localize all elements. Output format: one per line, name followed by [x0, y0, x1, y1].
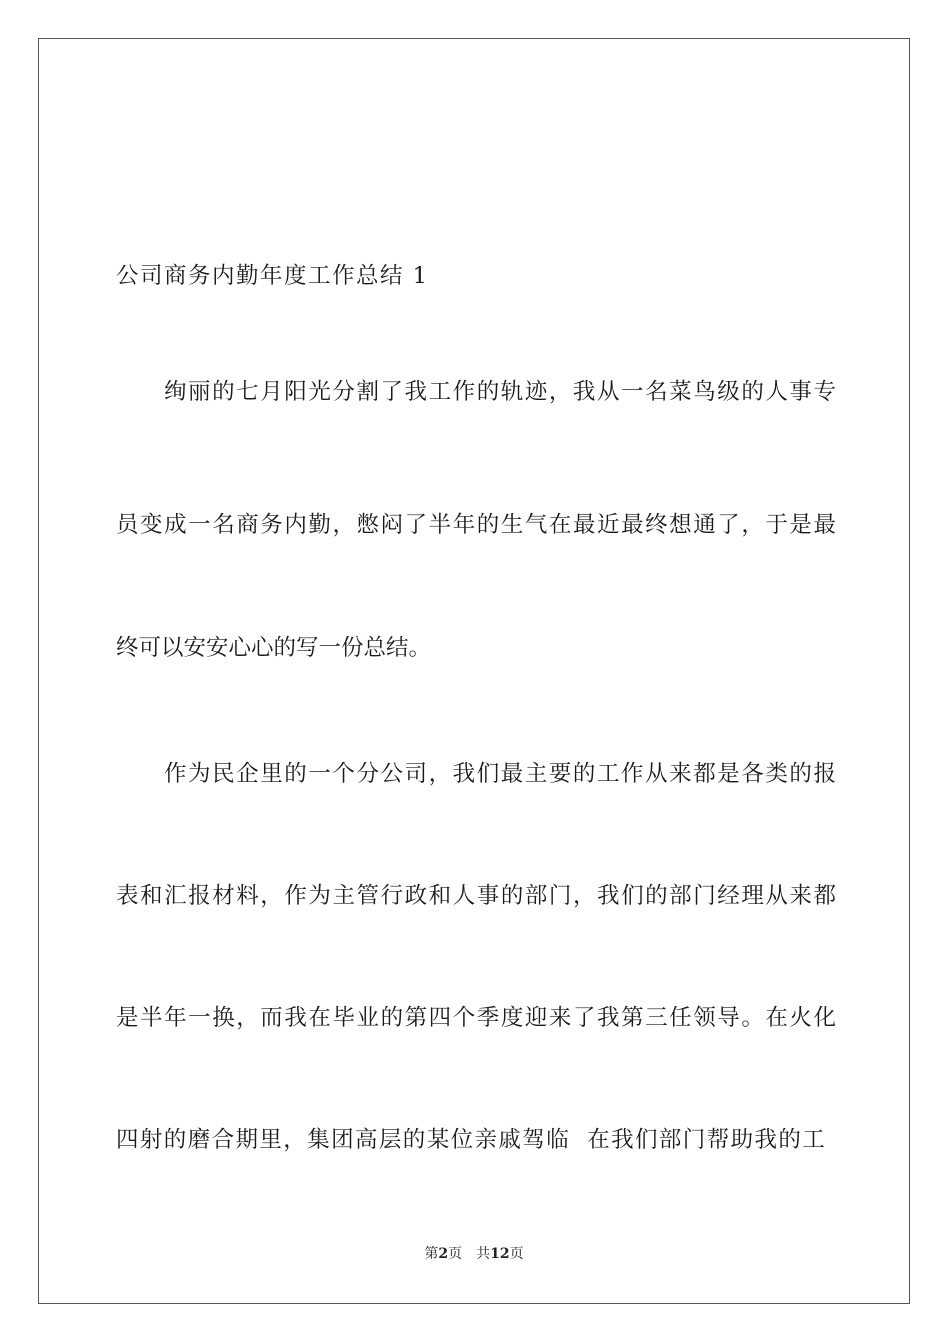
document-page: [38, 38, 910, 1304]
page-suffix: 页: [448, 1246, 463, 1262]
total-suffix: 页: [509, 1246, 524, 1262]
page-number: 2: [438, 1246, 449, 1262]
total-pages: 12: [490, 1246, 510, 1262]
paragraph-line-7: 四射的磨合期里，集团高层的某位亲戚驾临 在我们部门帮助我的工: [116, 1127, 827, 1153]
paragraph-line-6: 是半年一换，而我在毕业的第四个季度迎来了我第三任领导。在火化: [116, 1005, 836, 1031]
paragraph-line-4: 作为民企里的一个分公司，我们最主要的工作从来都是各类的报: [164, 761, 836, 787]
paragraph-line-1: 绚丽的七月阳光分割了我工作的轨迹，我从一名菜鸟级的人事专: [164, 379, 836, 405]
page-prefix: 第: [424, 1246, 439, 1262]
paragraph-line-2: 员变成一名商务内勤，憋闷了半年的生气在最近最终想通了，于是最: [116, 512, 836, 538]
paragraph-line-5: 表和汇报材料，作为主管行政和人事的部门，我们的部门经理从来都: [116, 883, 836, 909]
total-prefix: 共: [476, 1246, 491, 1262]
paragraph-line-3: 终可以安安心心的写一份总结。: [116, 635, 432, 661]
document-title: 公司商务内勤年度工作总结 1: [116, 263, 429, 289]
page-footer: [39, 1243, 909, 1263]
